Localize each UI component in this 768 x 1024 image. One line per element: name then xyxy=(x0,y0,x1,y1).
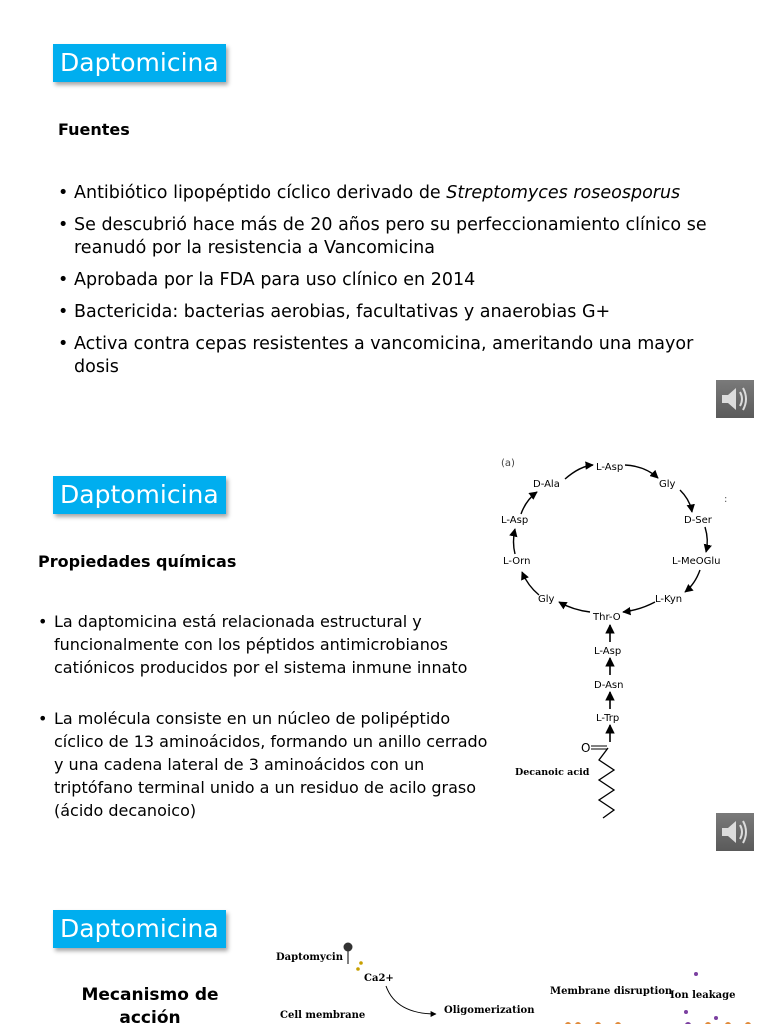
bullet-text: Se descubrió hace más de 20 años pero su perfeccionamiento clínico se reanudó por la resistencia a Vancomicina xyxy=(74,215,707,258)
bullet-item xyxy=(58,182,738,205)
bullet-item: • La molécula consiste en un núcleo de polipéptido cíclico de 13 aminoácidos, formando un anillo cerrado y una cadena lateral de 3 aminoácidos con un triptófano terminal unido a un residuo de acilo graso (ácido decanoico) xyxy=(38,707,500,822)
cell-membrane-label: Cell membrane xyxy=(280,1010,366,1021)
section-subhead: Fuentes xyxy=(58,120,130,139)
panel-label: (a) xyxy=(501,458,515,469)
residue-label: L-Kyn xyxy=(655,594,683,605)
bullet-list xyxy=(38,610,500,850)
slide-title: Daptomicina xyxy=(53,910,226,948)
bullet-italic-text: Streptomyces roseosporus xyxy=(446,183,681,203)
slide-3 xyxy=(0,860,768,1024)
ion-leakage-label: Ion leakage xyxy=(670,990,736,1001)
speaker-icon[interactable] xyxy=(716,813,754,851)
slide-2 xyxy=(0,430,768,860)
bullet-list xyxy=(58,182,738,388)
ion-dot xyxy=(694,972,698,976)
residue-label: L-Asp xyxy=(596,462,624,473)
oligomerization-label: Oligomerization xyxy=(444,1005,535,1016)
residue-label: D-Asn xyxy=(594,680,624,691)
residue-label: L-MeOGlu xyxy=(672,556,721,567)
residue-label: Gly xyxy=(538,594,555,605)
ion-dot xyxy=(714,1016,718,1020)
bullet-text: Activa contra cepas resistentes a vancomicina, ameritando una mayor dosis xyxy=(74,334,694,377)
ca-label: Ca2+ xyxy=(364,973,394,984)
daptomycin-label: Daptomycin xyxy=(276,952,343,963)
slide-title: Daptomicina xyxy=(53,476,226,514)
acid-label: Decanoic acid xyxy=(515,767,590,778)
residue-label: L-Trp xyxy=(596,713,620,724)
residue-label: D-Ala xyxy=(533,479,560,490)
section-subhead: Propiedades químicas xyxy=(38,552,237,571)
mechanism-figure xyxy=(268,936,768,1024)
membrane-disruption-label: Membrane disruption xyxy=(550,986,673,997)
daptomycin-molecule-icon xyxy=(344,943,353,952)
bullet-item: • La daptomicina está relacionada estructural y funcionalmente con los péptidos antimicrobianos catiónicos producidos por el sistema inmune innato xyxy=(38,610,500,679)
double-bond xyxy=(591,746,607,749)
residue-label: L-Asp xyxy=(501,515,529,526)
residue-label: Thr-O xyxy=(593,612,621,623)
bullet-text: Antibiótico lipopéptido cíclico derivado de xyxy=(74,183,447,203)
bullet-item xyxy=(58,301,738,324)
daptomycin-structure-diagram xyxy=(495,452,765,832)
ion-dot xyxy=(684,1010,688,1014)
carbonyl-label: O xyxy=(581,741,591,755)
bullet-item xyxy=(58,269,738,292)
residue-label: D-Ser xyxy=(684,515,712,526)
residue-label: L-Asp xyxy=(594,646,622,657)
bullet-item xyxy=(58,333,738,379)
slide-1 xyxy=(0,0,768,430)
bullet-item xyxy=(58,214,738,260)
residue-label: Gly xyxy=(659,479,676,490)
slide-title: Daptomicina xyxy=(53,44,226,82)
bullet-text: Aprobada por la FDA para uso clínico en 2014 xyxy=(74,270,476,290)
side-chain xyxy=(594,646,623,724)
bullet-text: Bactericida: bacterias aerobias, facultativas y anaerobias G+ xyxy=(74,302,611,322)
svg-text::: : xyxy=(724,494,728,505)
residue-label: L-Orn xyxy=(503,556,531,567)
ring-residues xyxy=(501,462,721,623)
section-heading: Mecanismo de acción xyxy=(81,985,219,1024)
speaker-icon[interactable] xyxy=(716,380,754,418)
decanoic-chain xyxy=(599,748,614,818)
